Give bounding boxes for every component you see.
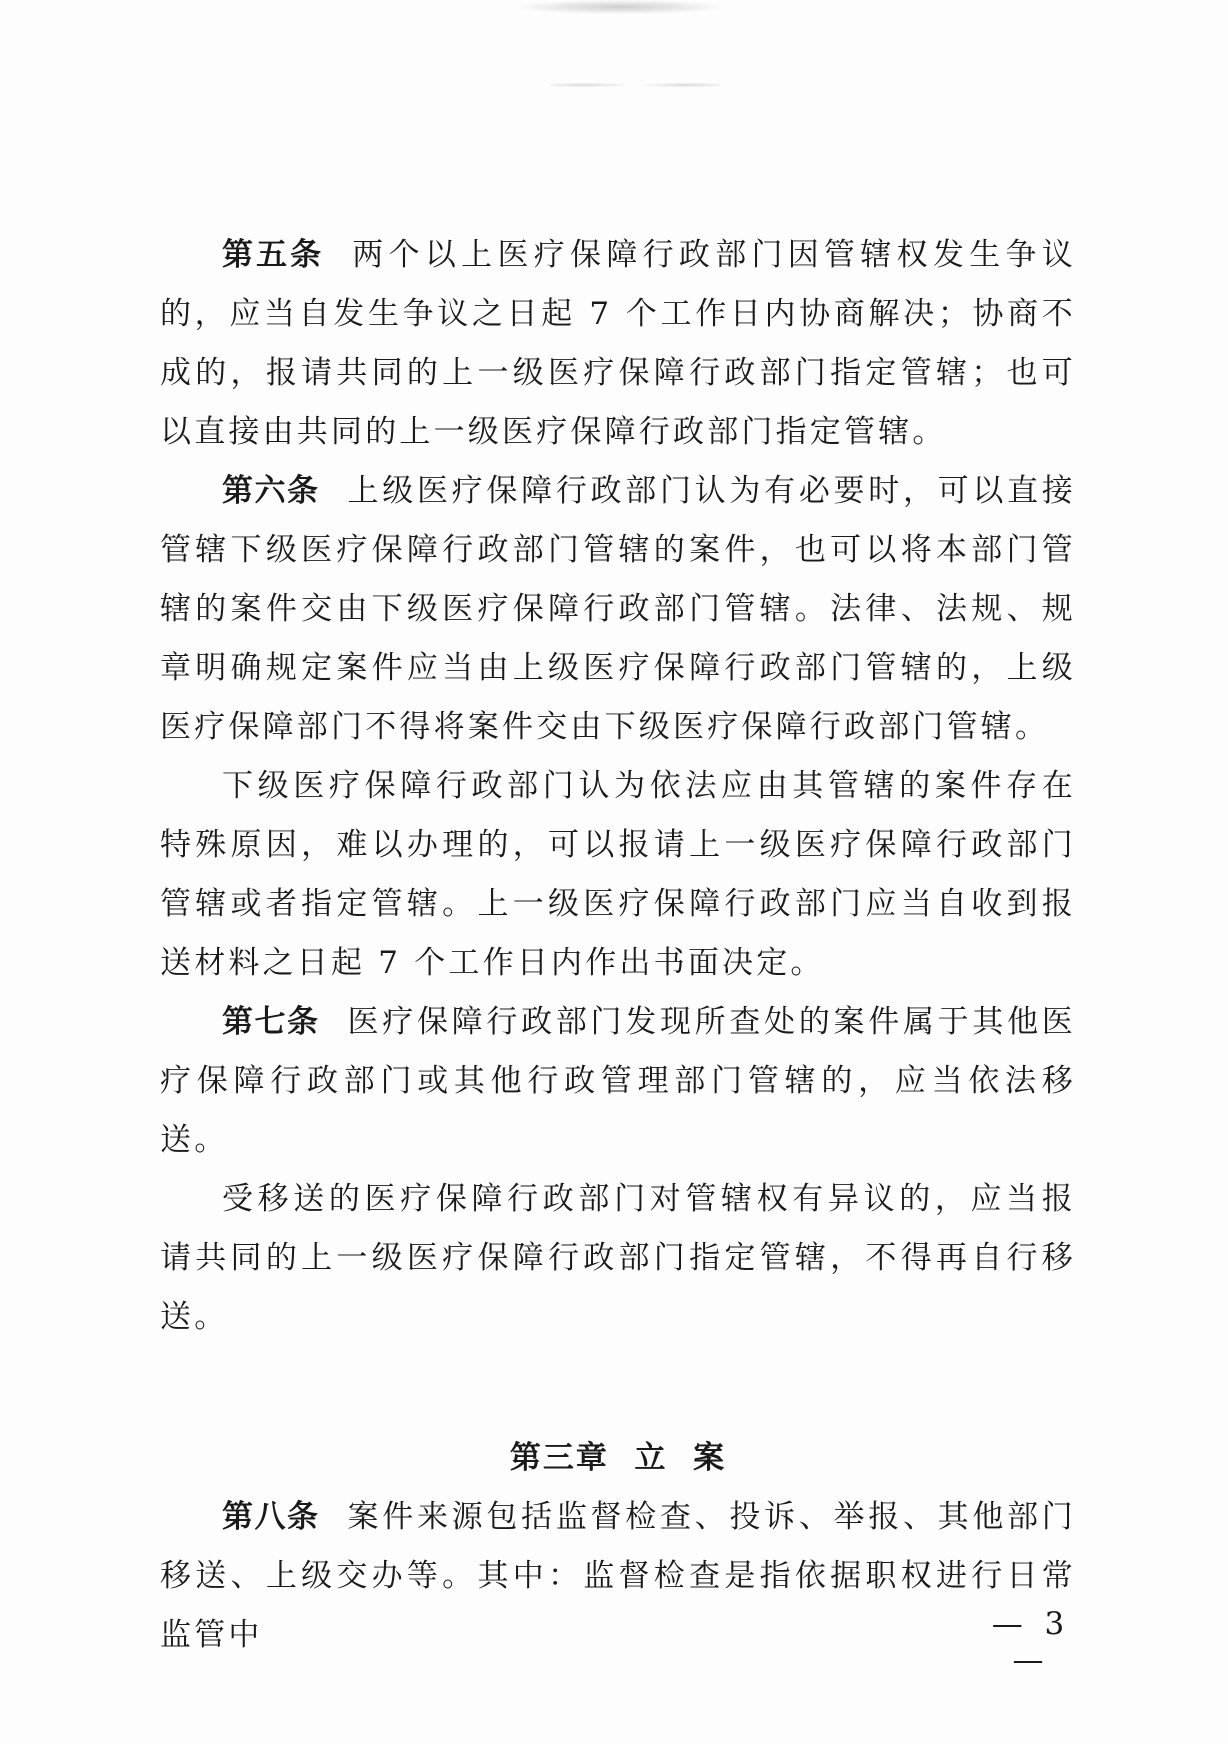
article-number: 第六条 [222, 473, 320, 509]
paragraph-text: 受移送的医疗保障行政部门对管辖权有异议的，应当报请共同的上一级医疗保障行政部门指定管辖，不得再自行移送。 [160, 1181, 1076, 1335]
scan-marks [550, 78, 720, 92]
article-text: 两个以上医疗保障行政部门因管辖权发生争议的，应当自发生争议之日起 7 个工作日内协商解决；协商不成的，报请共同的上一级医疗保障行政部门指定管辖；也可以直接由共同的上一级医疗保障行政部门指定管辖。 [160, 237, 1077, 450]
article-7-paragraph [160, 993, 1076, 1170]
scan-smudge [520, 0, 720, 14]
article-6-subparagraph [160, 757, 1076, 993]
article-6-paragraph [160, 462, 1076, 757]
article-number: 第八条 [222, 1499, 320, 1535]
article-text: 医疗保障行政部门发现所查处的案件属于其他医疗保障行政部门或其他行政管理部门管辖的，应当依法移送。 [160, 1004, 1077, 1158]
article-number: 第五条 [222, 237, 325, 273]
chapter-title: 第三章 立 案 [509, 1440, 727, 1476]
document-body [160, 226, 1076, 1665]
page-number: — 3 — [991, 1606, 1071, 1678]
article-text: 上级医疗保障行政部门认为有必要时，可以直接管辖下级医疗保障行政部门管辖的案件，也可以将本部门管辖的案件交由下级医疗保障行政部门管辖。法律、法规、规章明确规定案件应当由上级医疗保障行政部门管辖的，上级医疗保障部门不得将案件交由下级医疗保障行政部门管辖。 [160, 473, 1077, 745]
article-8-paragraph [160, 1488, 1076, 1665]
article-number: 第七条 [222, 1004, 320, 1040]
article-5-paragraph [160, 226, 1076, 462]
paragraph-text: 下级医疗保障行政部门认为依法应由其管辖的案件存在特殊原因，难以办理的，可以报请上一级医疗保障行政部门管辖或者指定管辖。上一级医疗保障行政部门应当自收到报送材料之日起 7 个工作日内作出书面决定。 [160, 768, 1076, 981]
article-7-subparagraph [160, 1170, 1076, 1347]
article-text: 案件来源包括监督检查、投诉、举报、其他部门移送、上级交办等。其中：监督检查是指依据职权进行日常监管中 [160, 1499, 1077, 1653]
